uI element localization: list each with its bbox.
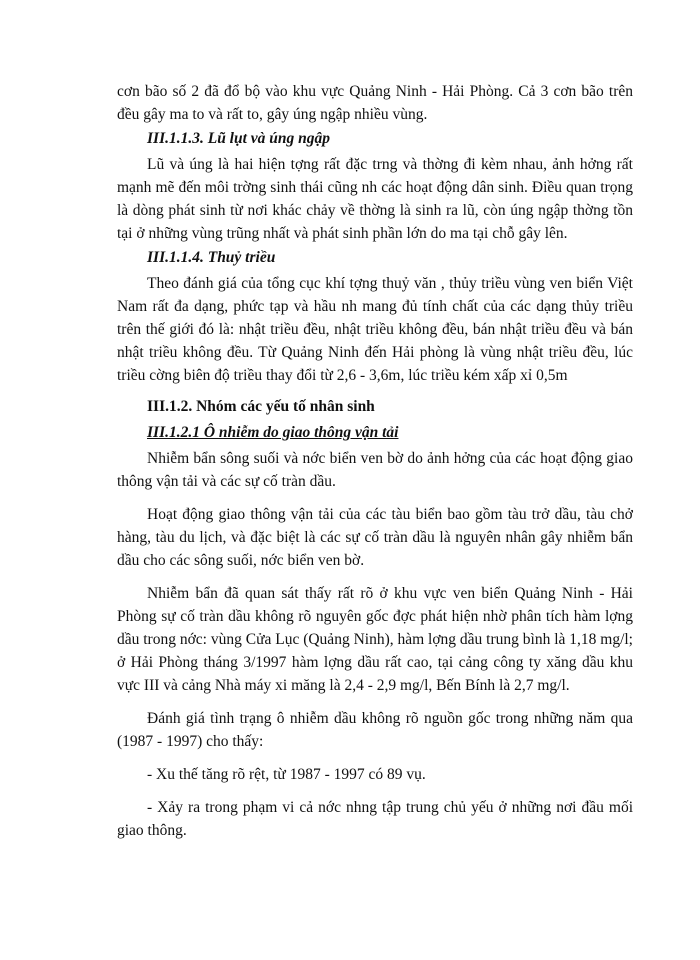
heading-human-factors: III.1.2. Nhóm các yếu tố nhân sinh	[147, 398, 375, 415]
heading-transport-pollution: III.1.2.1 Ô nhiễm do giao thông vận tải	[147, 424, 399, 441]
paragraph-shipping-activity: Hoạt động giao thông vận tải của các tàu biển bao gồm tàu trở dầu, tàu chở hàng, tàu du lịch, và đặc biệt là các sự cố tràn dầu là nguyên nhân gây nhiễm bẩn dầu cho các sông suối, nớc biển ven bờ.	[117, 506, 633, 569]
paragraph-tides: Theo đánh giá của tổng cục khí tợng thuỷ văn , thủy triều vùng ven biển Việt Nam rất đa dạng, phức tạp và hầu nh mang đủ tính chất của các dạng thủy triều trên thế giới đó là: nhật triều đều, nhật triều không đều, bán nhật triều đều và bán nhật triều không đều. Từ Quảng Ninh đến Hải phòng là vùng nhật triều đều, lúc triều cờng biên độ triều thay đổi từ 2,6 - 3,6m, lúc triều kém xấp xỉ 0,5m	[117, 275, 633, 384]
heading-floods: III.1.1.3. Lũ lụt và úng ngập	[147, 130, 331, 147]
list-item-scope: - Xảy ra trong phạm vi cả nớc nhng tập trung chủ yếu ở những nơi đầu mối giao thông.	[117, 799, 633, 839]
paragraph-floods: Lũ và úng là hai hiện tợng rất đặc trng và thờng đi kèm nhau, ảnh hởng rất mạnh mẽ đến môi trờng sinh thái cũng nh các hoạt động dân sinh. Điều quan trọng là dòng phát sinh từ nơi khác chảy về thờng là sinh ra lũ, còn úng ngập thờng tồn tại ở những vùng trũng nhất và phát sinh phần lớn do ma tại chỗ gây lên.	[117, 156, 633, 242]
document-page	[117, 80, 633, 842]
heading-tides: III.1.1.4. Thuỷ triều	[147, 249, 276, 266]
list-item-trend: - Xu thế tăng rõ rệt, từ 1987 - 1997 có 89 vụ.	[147, 766, 426, 783]
paragraph-transport-pollution: Nhiễm bẩn sông suối và nớc biển ven bờ do ảnh hởng của các hoạt động giao thông vận tải và các sự cố tràn dầu.	[117, 450, 633, 490]
paragraph-oil-observations: Nhiễm bẩn đã quan sát thấy rất rõ ở khu vực ven biển Quảng Ninh - Hải Phòng sự cố tràn dầu không rõ nguyên gốc đợc phát hiện nhờ phân tích hàm lợng dầu trong nớc: vùng Cửa Lục (Quảng Ninh), hàm lợng dầu trung bình là 1,18 mg/l; ở Hải Phòng tháng 3/1997 hàm lợng dầu rất cao, tại cảng công ty xăng dầu khu vực III và cảng Nhà máy xi măng là 2,4 - 2,9 mg/l, Bến Bính là 2,7 mg/l.	[117, 585, 633, 694]
paragraph-storm-continuation: cơn bão số 2 đã đổ bộ vào khu vực Quảng Ninh - Hải Phòng. Cả 3 cơn bão trên đều gây ma to và rất to, gây úng ngập nhiều vùng.	[117, 83, 633, 123]
paragraph-assessment: Đánh giá tình trạng ô nhiễm dầu không rõ nguồn gốc trong những năm qua (1987 - 1997) cho thấy:	[117, 710, 633, 750]
